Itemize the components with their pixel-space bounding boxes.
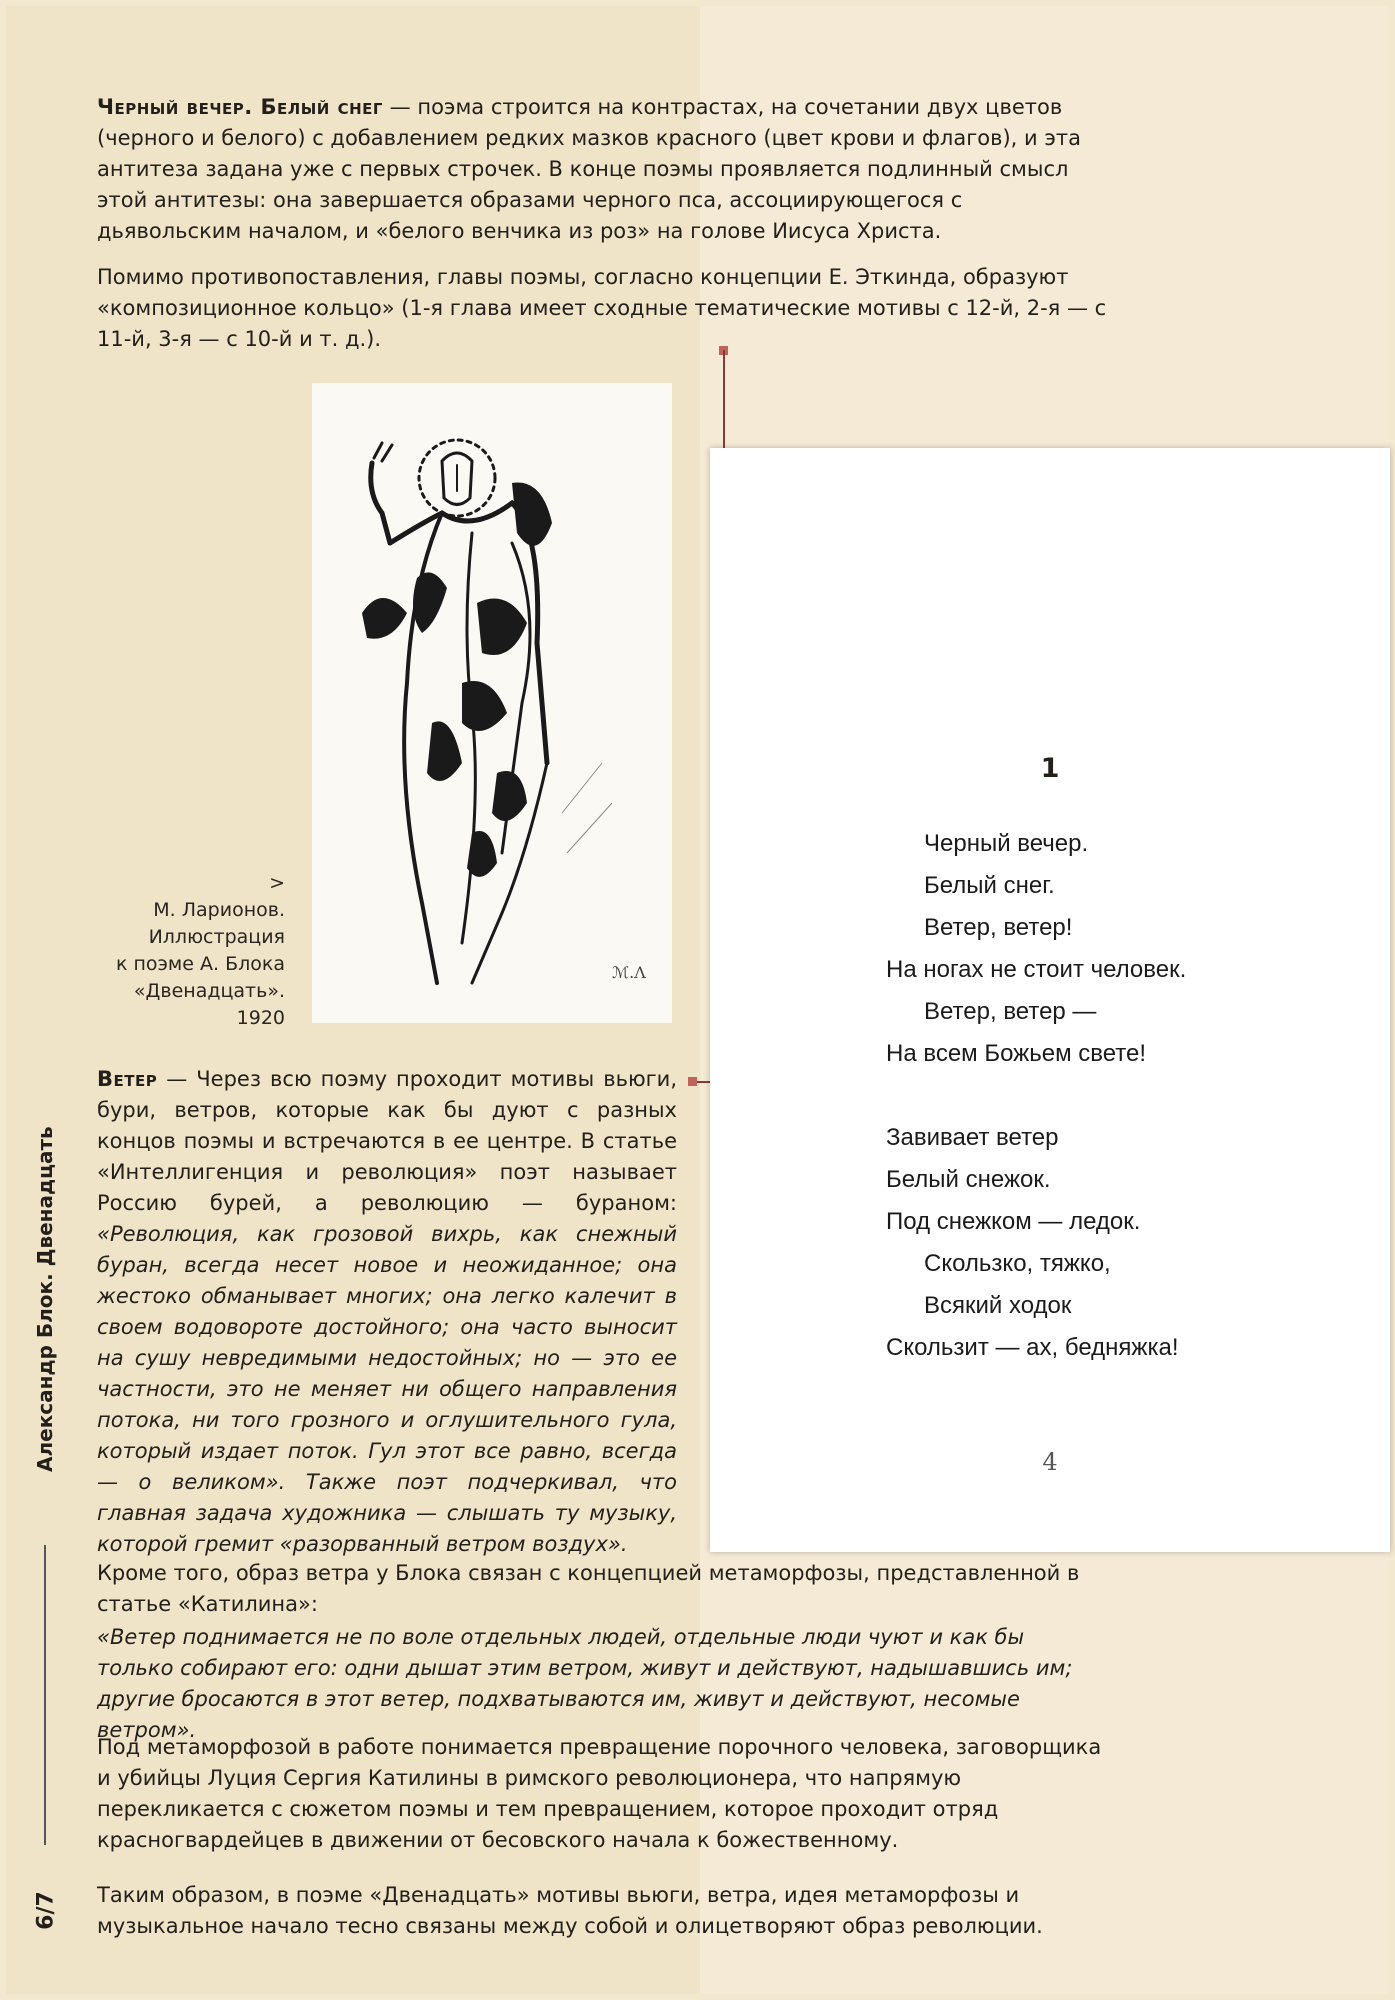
- page-counter: [29, 1880, 61, 1950]
- verse-line: На всем Божьем свете!: [886, 1040, 1147, 1067]
- verse-line: Под снежком — ледок.: [886, 1208, 1141, 1235]
- chapter-number: 1: [1040, 753, 1060, 784]
- christ-figure-drawing: [312, 383, 672, 1023]
- running-title: [30, 1126, 60, 1475]
- wind-paragraph: [97, 1064, 677, 1560]
- svg-text:ℳ.Λ: ℳ.Λ: [612, 963, 646, 982]
- conclusion-paragraph: Таким образом, в поэме «Двенадцать» мотивы вьюги, ветра, идея метаморфозы и музыкальное начало тесно связаны между собой и олицетворяют образ революции.: [97, 1883, 1043, 1938]
- verse-line: Скользит — ах, бедняжка!: [886, 1334, 1179, 1361]
- katilina-quote: «Ветер поднимается не по воле отдельных людей, отдельные люди чуют и как бы только собирают его: одни дышат этим ветром, живут и действуют, надышавшись им; другие бросаются в этот ветер, подхватываются им, живут и действуют, несомые ветром».: [97, 1625, 1073, 1742]
- verse-line: На ногах не стоит человек.: [886, 956, 1187, 983]
- verse-line: Белый снежок.: [886, 1166, 1051, 1193]
- sidebar-divider: [44, 1545, 46, 1845]
- katilina-paragraph: Кроме того, образ ветра у Блока связан с концепцией метаморфозы, представленной в статье «Катилина»:: [97, 1561, 1080, 1616]
- verse-line: Ветер, ветер —: [924, 998, 1097, 1025]
- caption-line: «Двенадцать».: [133, 980, 285, 1002]
- wind-text: — Через всю поэму проходит мотивы вьюги, бури, ветров, которые как бы дуют с разных концов поэмы и встречаются в ее центре. В статье «Интеллигенция и революция» поэт называет Россию бурей, а революцию — бураном:: [97, 1067, 677, 1215]
- wind-lead: Ветер: [97, 1067, 158, 1091]
- metamorphosis-paragraph: Под метаморфозой в работе понимается превращение порочного человека, заговорщика и убийцы Луция Сергия Катилины в римского революционера, что напрямую перекликается с сюжетом поэмы и тем превращением, которое проходит отряд красногвардейцев в движении от бесовского начала к божественному.: [97, 1735, 1102, 1852]
- verse-line: Всякий ходок: [924, 1292, 1072, 1319]
- caption-line: 1920: [236, 1007, 285, 1029]
- stanza-gap: [886, 1075, 1306, 1117]
- caption-arrow: >: [269, 872, 285, 894]
- wind-text-2: Также поэт подчеркивал, что главная задача художника — слышать ту музыку, которой гремит «разорванный ветром воздух».: [97, 1470, 677, 1556]
- poem-excerpt-page: [710, 448, 1390, 1552]
- page-counter-text: 6/7: [33, 1891, 59, 1930]
- figure-caption: [100, 870, 285, 1032]
- verse-line: Скользко, тяжко,: [924, 1250, 1111, 1277]
- poem-verse: [886, 823, 1306, 1369]
- intro-lead: Черный вечер. Белый снег: [97, 95, 383, 119]
- wind-quote: «Революция, как грозовой вихрь, как снежный буран, всегда несет новое и неожиданное; она жестоко обманывает многих; она легко калечит в своем водовороте достойного; она часто выносит на сушу невредимыми недостойных; но — это ее частности, это не меняет ни общего направления потока, ни того грозного и оглушительного гула, который издает поток. Гул этот все равно, всегда — о великом».: [97, 1222, 677, 1494]
- running-title-text: Александр Блок. Двенадцать: [33, 1126, 57, 1472]
- verse-line: Ветер, ветер!: [924, 914, 1073, 941]
- caption-line: к поэме А. Блока: [115, 953, 285, 975]
- verse-line: Черный вечер.: [924, 830, 1089, 857]
- excerpt-page-number: 4: [1042, 1448, 1058, 1476]
- caption-line: М. Ларионов.: [153, 899, 285, 921]
- intro-paragraph-2: Помимо противопоставления, главы поэмы, согласно концепции Е. Эткинда, образуют «композиционное кольцо» (1-я глава имеет сходные тематические мотивы с 12-й, 2-я — с 11-й, 3-я — с 10-й и т. д.).: [97, 265, 1107, 351]
- larionov-illustration: [312, 383, 672, 1023]
- verse-line: Белый снег.: [924, 872, 1055, 899]
- caption-line: Иллюстрация: [148, 926, 285, 948]
- connector-dot-bottom: [688, 1077, 697, 1086]
- intro-paragraph-1: [97, 92, 1107, 247]
- verse-line: Завивает ветер: [886, 1124, 1059, 1151]
- intro-text: — поэма строится на контрастах, на сочетании двух цветов (черного и белого) с добавлением редких мазков красного (цвет крови и флагов), и эта антитеза задана уже с первых строчек. В конце поэмы проявляется подлинный смысл этой антитезы: она завершается образами черного пса, ассоциирующегося с дьявольским началом, и «белого венчика из роз» на голове Иисуса Христа.: [97, 95, 1081, 243]
